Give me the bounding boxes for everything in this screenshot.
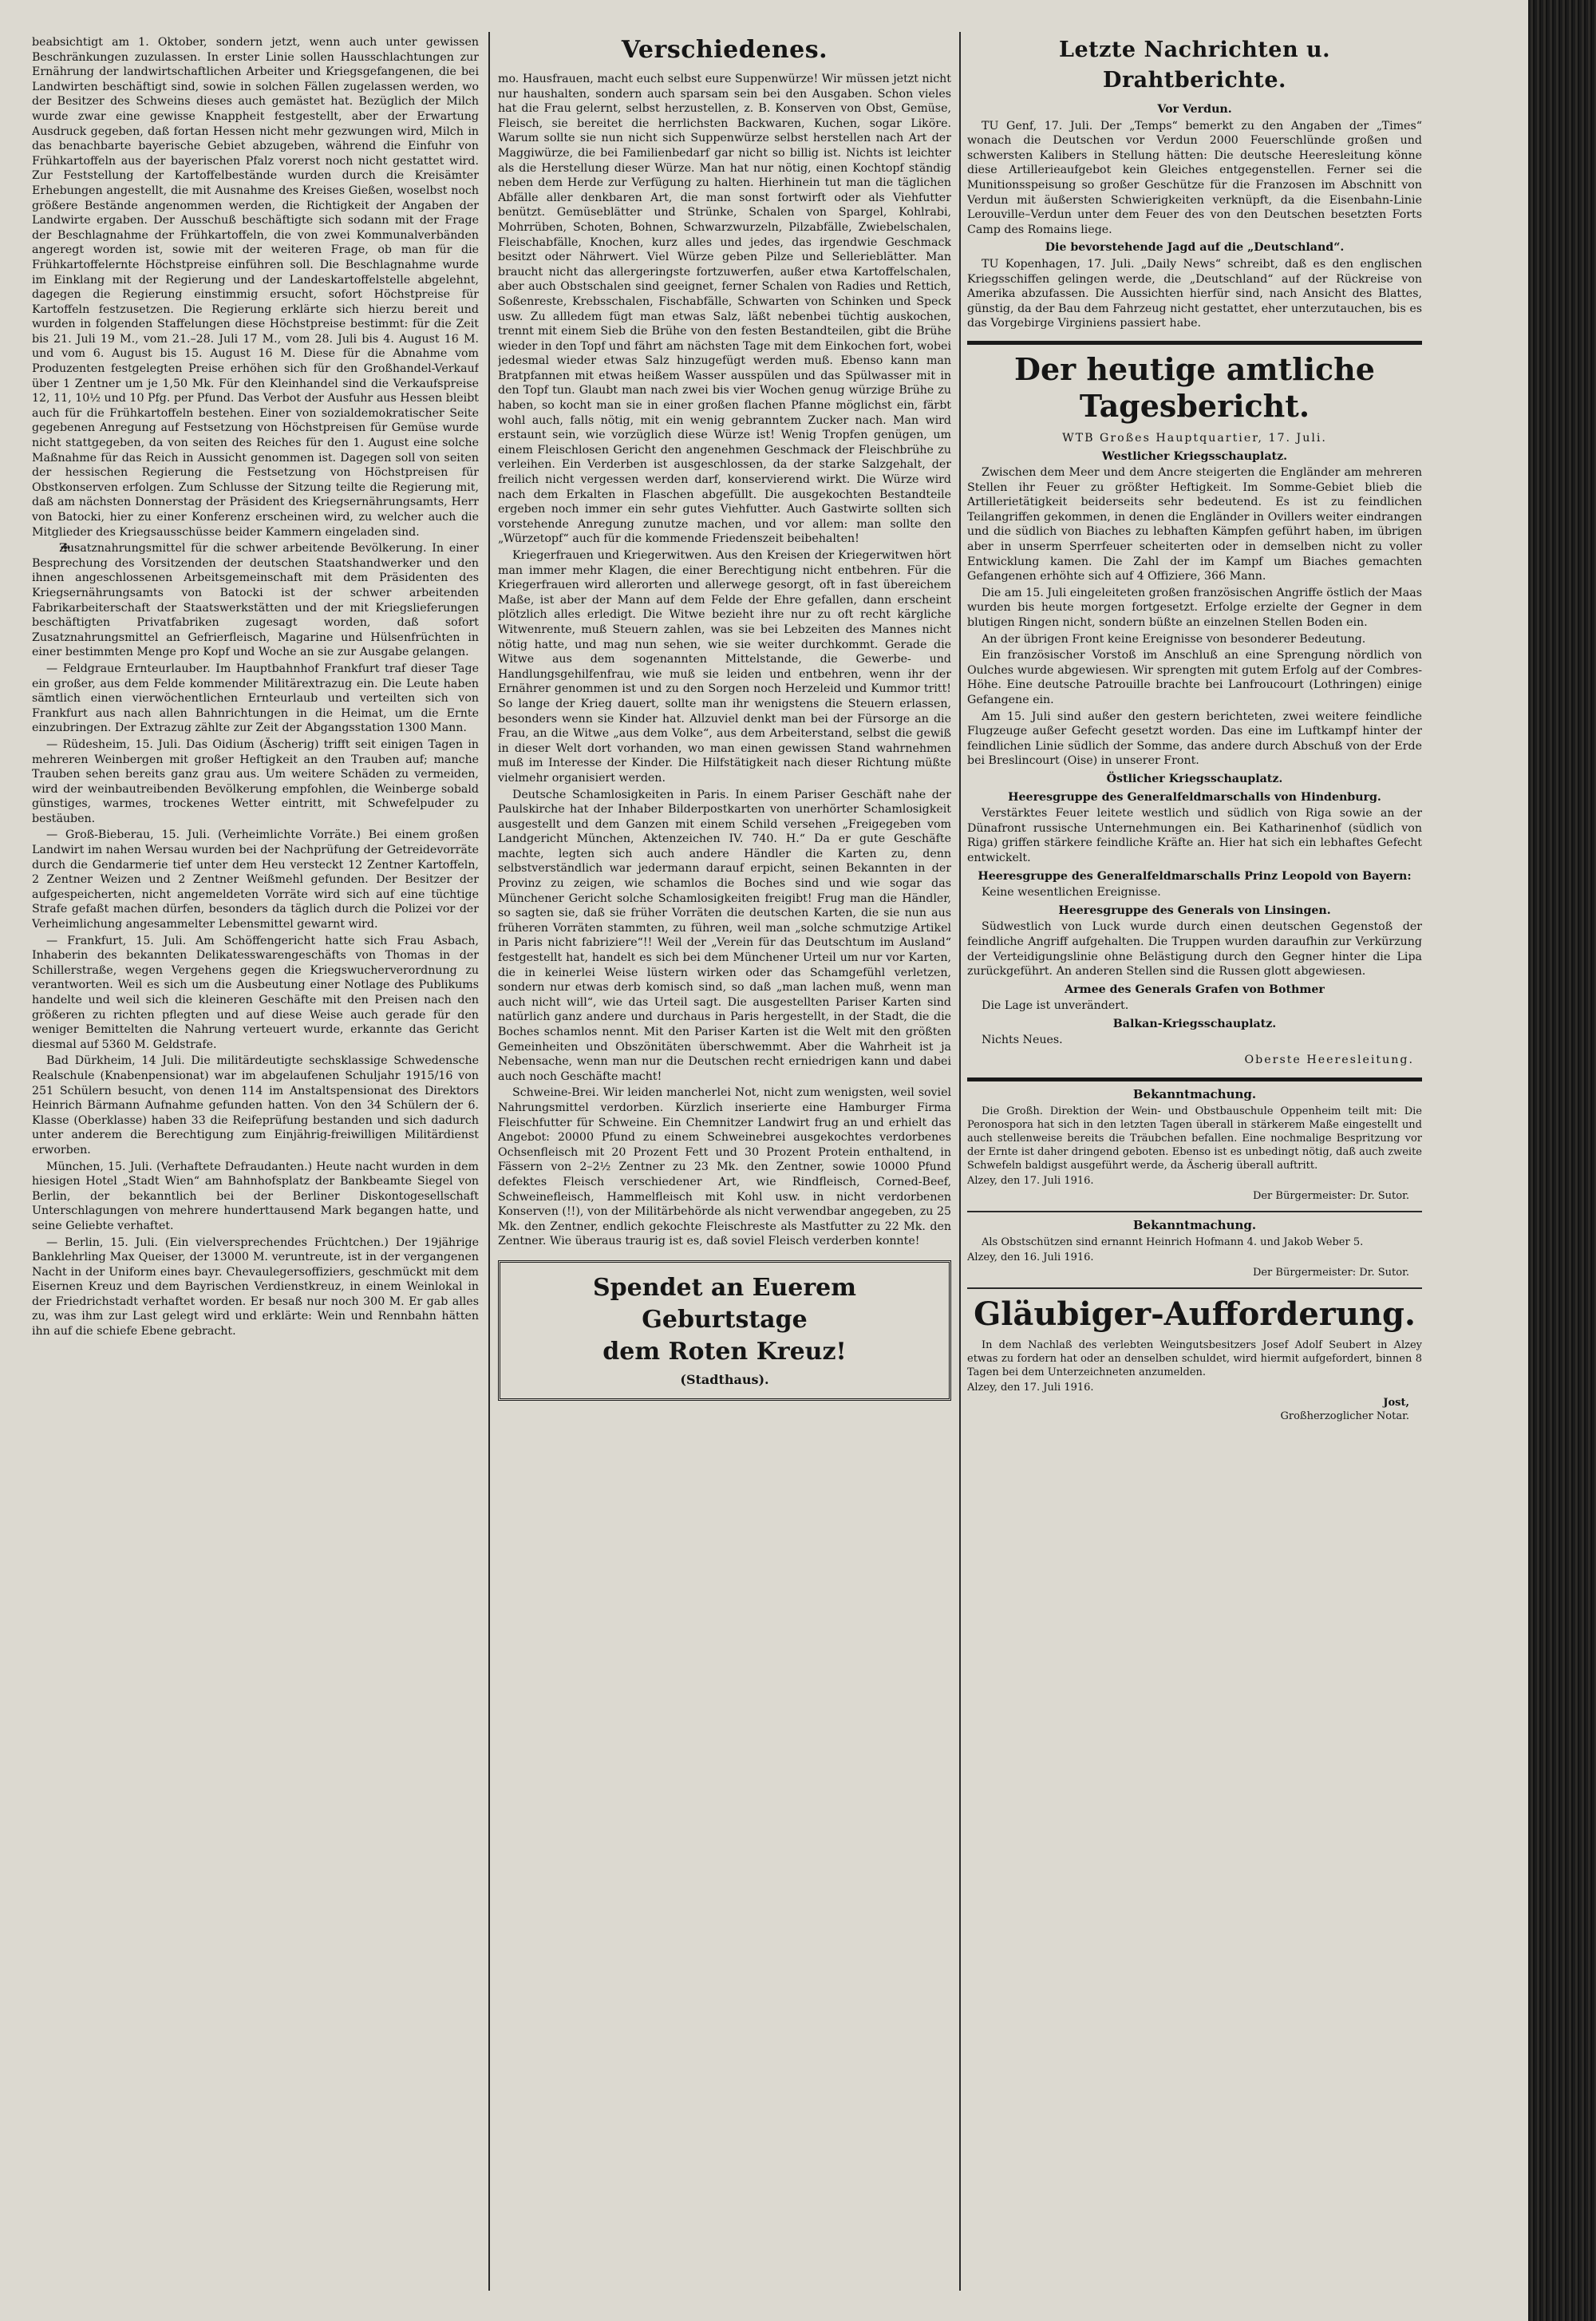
report-paragraph: Die am 15. Juli eingeleiteten großen französischen Angriffe östlich der Maas wurden bis heute morgen fortgesetzt. Erfolge erzielte der Gegner in dem blutigen Ringen nicht, sondern büßte an einzelnen Stellen Boden ein. <box>967 586 1422 630</box>
article-gross-bieberau: — Groß-Bieberau, 15. Juli. (Verheimlichte Vorräte.) Bei einem großen Landwirt im nahen Wersau wurden bei der Nachprüfung der Getreidevorräte durch die Gendarmerie tief unter dem Heu versteckt 12 Zentner Kartoffeln, 2 Zentner Weizen und 2 Zentner Weißmehl gefunden. Der Besitzer der aufgespeicherten, nicht angemeldeten Vorräte wird sich auf eine tüchtige Strafe gefaßt machen dürfen, besonders da täglich durch die Polizei vor der Verheimlichung angesammelter Lebensmittel gewarnt wird. <box>32 828 479 931</box>
announcement <box>967 1219 1422 1279</box>
column-middle <box>498 35 951 2310</box>
divider <box>967 1211 1422 1212</box>
announcement-text: Die Großh. Direktion der Wein- und Obstbauschule Oppenheim teilt mit: Die Peronospora hat sich in den letzten Tagen überall in stärkerem Maße eingestellt und auch stellenweise bereits die Träubchen befallen. Eine nochmalige Bespritzung vor der Ernte ist daher dringend geboten. Ebenso ist es unbedingt nötig, daß auch zweite Schwefeln baldigst ausgeführt werde, da Äscherig überall auftritt. <box>967 1105 1422 1172</box>
report-subsection: Armee des Generals Grafen von Bothmer <box>1065 983 1325 996</box>
report-title: Der heutige amtliche Tagesbericht. <box>1014 350 1375 424</box>
flower-ornament-icon <box>46 542 56 552</box>
report-paragraph: Südwestlich von Luck wurde durch einen deutschen Gegenstoß der feindliche Angriff aufgehalten. Die Truppen wurden daraufhin zur Verkürzung der Verteidigungslinie ohne Belästigung durch den Gegner hinter die Lipa zurückgeführt. An anderen Stellen sind die Russen glott abgewiesen. <box>967 920 1422 979</box>
article-text: beabsichtigt am 1. Oktober, sondern jetzt, wenn auch unter gewissen Beschränkungen zuzulassen. In erster Linie sollen Hausschlachtungen zur Ernährung der landwirtschaftlichen Arbeiter und Kriegsgefangenen, die bei Landwirten beschäftigt sind, sowie in solchen Fällen zugelassen werden, wo der Besitzer des Schweins dieses auch gemästet hat. Bezüglich der Milch wurde zwar eine gewisse Knappheit festgestellt, aber der Erwartung Ausdruck gegeben, daß fortan Hessen nicht mehr gezwungen wird, Milch in das benachbarte bayerische Gebiet abzugeben, während die Einfuhr von Frühkartoffeln aus der bayerischen Pfalz vorerst noch nicht gestattet wird. Zur Feststellung der Kartoffelbestände wurden durch die Kreisämter Erhebungen angestellt, die mit Ausnahme des Kreises Gießen, woselbst noch größere Bestände angenommen werden, die Richtigkeit der Angaben der Landwirte ergaben. Der Ausschuß beschäftigte sich sodann mit der Frage der Beschlagnahme der Frühkartoffeln, die von zwei Kommunalverbänden angeregt worden ist, sowie mit der weiteren Frage, ob man für die Frühkartoffelernte Höchstpreise einführen soll. Die Beschlagnahme wurde im Einklang mit der Regierung und der Landeskartoffelstelle abgelehnt, dagegen die Regierung einstimmig ersucht, sofort Höchstpreise für Kartoffeln festzusetzen. Die Regierung erklärte sich hierzu bereit und wurden in folgenden Staffelungen diese Höchstpreise bestimmt: für die Zeit bis 21. Juli 19 M., vom 21.–28. Juli 17 M., vom 28. Juli bis 4. August 16 M. und vom 6. August bis 15. August 16 M. Diese für die Abnahme vom Produzenten festgelegten Preise erhöhen sich für den Großhandel-Verkauf über 1 Zentner um je 1,50 Mk. Für den Kleinhandel sind die Verkaufspreise 12, 11, 10½ und 10 Pfg. per Pfund. Das Verbot der Ausfuhr aus Hessen bleibt auch für die Frühkartoffeln bestehen. Einer von sozialdemokratischer Seite gegebenen Anregung auf Festsetzung von Höchstpreisen für Gemüse wurde nicht stattgegeben, da von seiten des Reiches für den 1. August eine solche Maßnahme für das Reich in Aussicht genommen ist. Dagegen soll von seiten der hessischen Regierung die Festsetzung von Höchstpreisen für Obstkonserven erfolgen. Zum Schlusse der Sitzung teilte die Regierung mit, daß am nächsten Donnerstag der Präsident des Kriegsernährungsamts, Herr von Batocki, hier zu einer Konferenz erscheinen wird, zu welcher auch die Mitglieder des Kriegsausschüsse beider Kammern eingeladen sind. <box>32 36 479 539</box>
report-paragraph: Ein französischer Vorstoß im Anschluß an eine Sprengung nördlich von Oulches wurde abgewiesen. Wir sprengten mit gutem Erfolg auf der Combres-Höhe. Eine deutsche Patrouille brachte bei Lanfroucourt (Lothringen) einige Gefangene ein. <box>967 649 1422 706</box>
creditor-notice-text: In dem Nachlaß des verlebten Weingutsbesitzers Josef Adolf Seubert in Alzey etwas zu fordern hat oder an denselben schuldet, wird hiermit aufgefordert, binnen 8 Tagen bei dem Unterzeichneten anzumelden. <box>967 1338 1422 1378</box>
report-paragraph: Zwischen dem Meer und dem Ancre steigerten die Engländer am mehreren Stellen ihr Feuer zu größter Heftigkeit. Im Somme-Gebiet blieb die Artillerietätigkeit beiderseits sehr bedeutend. Es ist zu feindlichen Teilangriffen gekommen, in denen die Engländer in Ovillers weiter eindrangen und die südlich von Biaches zu lebhaften Kämpfen geführt haben, im übrigen aber in unserm Sperrfeuer scheiterten oder in demselben nicht zu voller Entwicklung kamen. Die Zahl der im Kampf um Biaches gemachten Gefangenen erhöhte sich auf 4 Offiziere, 366 Mann. <box>967 466 1422 583</box>
report-section: Balkan-Kriegsschauplatz. <box>1112 1017 1277 1030</box>
report-subsection: Heeresgruppe des Generals von Linsingen. <box>1058 903 1331 917</box>
article-verdun: TU Genf, 17. Juli. Der „Temps“ bemerkt zu den Angaben der „Times“ wonach die Deutschen vor Verdun 2000 Feuerschlünde großen und schwersten Kalibers in Stellung hätten: Die deutsche Heeresleitung könne diese Artillerieaufgebot kein Gleiches entgegenstellen. Ferner sei die Munitionsspeisung so großer Geschütze für die Franzosen im Abschnitt von Verdun mit äußersten Schwierigkeiten verknüpft, da die Eisenbahn-Linie Lerouville–Verdun unter dem Feuer des von den Deutschen besetzten Forts Camp des Romains liege. <box>967 119 1422 236</box>
announcement-signature: Der Bürgermeister: Dr. Sutor. <box>1252 1189 1409 1202</box>
article-ruedesheim: — Rüdesheim, 15. Juli. Das Oidium (Äscherig) trifft seit einigen Tagen in mehreren Weinbergen mit großer Heftigkeit an den Trauben auf; manche Trauben sehen bereits ganz grau aus. Um weitere Schäden zu vermeiden, wird der weinbautreibenden Bevölkerung empfohlen, die Weinberge sobald günstiges, warmes, trockenes Wetter eintritt, mit Schwefelpuder zu bestäuben. <box>32 737 479 825</box>
article-muenchen: München, 15. Juli. (Verhaftete Defraudanten.) Heute nacht wurden in dem hiesigen Hotel „Stadt Wien“ am Bahnhofsplatz der Bankbeamte Siegel von Berlin, der bekanntlich bei der Berliner Diskontogesellschaft Unterschlagungen von mehrere hunderttausend Mark begangen hatte, und seine Geliebte verhaftet. <box>32 1160 479 1232</box>
report-section: Östlicher Kriegsschauplatz. <box>1106 772 1283 785</box>
report-dateline: WTB Großes Hauptquartier, 17. Juli. <box>1062 431 1327 445</box>
creditor-notice-signature: Jost, <box>1383 1396 1409 1409</box>
creditor-notice-role: Großherzoglicher Notar. <box>1280 1410 1409 1422</box>
article-ernteurlauber: — Feldgraue Ernteurlauber. Im Hauptbahnhof Frankfurt traf dieser Tage ein großer, aus dem Felde kommender Militärextrazug ein. Die Leute haben sämtlich einen vierwöchentlichen Ernteurlaub und verteilten sich von Frankfurt aus nach allen Bahnrichtungen in die Heimat, um die Ernte einzubringen. Der Extrazug zählte zur Zeit der Abgangsstation 1300 Mann. <box>32 662 479 735</box>
report-paragraph: An der übrigen Front keine Ereignisse von besonderer Bedeutung. <box>982 632 1366 646</box>
report-paragraph: Keine wesentlichen Ereignisse. <box>982 886 1161 900</box>
report-section: Westlicher Kriegsschauplatz. <box>1101 449 1288 463</box>
report-subsection: Heeresgruppe des Generalfeldmarschalls von Hindenburg. <box>1008 790 1381 804</box>
article-berlin: — Berlin, 15. Juli. (Ein vielversprechendes Früchtchen.) Der 19jährige Banklehrling Max Queiser, der 13000 M. veruntreute, ist in der vergangenen Nacht in der Uniform eines bayr. Chevaulegersoffiziers, geschmückt mit dem Eisernen Kreuz und dem Bayrischen Verdienstkreuz, in einem Weinlokal in der Friedrichstadt verhaftet worden. Er besaß nur noch 300 M. Er gab alles zu, was ihm zur Last gelegt wird und erklärte: Wein und Rennbahn hätten ihn auf die schiefe Ebene gebracht. <box>32 1236 479 1338</box>
article-jagd: TU Kopenhagen, 17. Juli. „Daily News“ schreibt, daß es den englischen Kriegsschiffen gelingen werde, die „Deutschland“ auf der Rückreise von Amerika abzufassen. Die Aussichten hierfür sind, nach Ansicht des Blattes, günstig, da der Bau dem Fahrzeug nicht gestattet, eher unterzutauchen, bis es das Vorgebirge Virginiens passiert habe. <box>967 257 1422 330</box>
article-bad-duerkheim: Bad Dürkheim, 14 Juli. Die militärdeutigte sechsklassige Schwedensche Realschule (Knabenpensionat) war im abgelaufenen Schuljahr 1915/16 von 251 Schülern besucht, von denen 114 im Anstaltspensionat des Direktors Heinrich Bärmann Aufnahme gefunden hatten. Von den 34 Schülern der 6. Klasse (Oberklasse) haben 33 die Reifeprüfung bestanden und sich dadurch unter anderem die Berechtigung zum Einjährig-freiwilligen Militärdienst erworben. <box>32 1054 479 1157</box>
article-schamlosigkeiten: Deutsche Schamlosigkeiten in Paris. In einem Pariser Geschäft nahe der Paulskirche hat der Inhaber Bilderpostkarten von unerhörter Schamlosigkeit ausgestellt und dem Ganzen mit einem Schild versehen „Freigegeben vom Landgericht München, Aktenzeichen IV. 740. H.“ Da er gute Geschäfte machte, legten sich auch andere Händler die Karten zu, denn selbstverständlich war jedermann darauf erpicht, seinen Bekannten in der Provinz zu zeigen, wie schamlos die Boches sind und wie sogar das Münchener Gericht solche Schamlosigkeiten freigibt! Frug man die Händler, so sagten sie, daß sie früher Vorräten die deutschen Karten, die sie nun aus früheren Vorräten stammten, zu führen, weil man „solche schmutzige Artikel in Paris nicht fabriziere“!! Weil der „Verein für das Deutschtum im Ausland“ festgestellt hat, handelt es sich bei dem Münchener Urteil um nur vor Karten, die in keinerlei Weise lüstern wirken oder das Schamgefühl verletzen, sondern nur etwas derb komisch sind, so daß „man lachen muß, wenn man auch nicht will“, wie das Urteil sagt. Die ausgestellten Pariser Karten sind natürlich ganz andere und durchaus in Paris hergestellt, in der Stadt, die die Boches schamlos nennt. Mit den Pariser Karten ist die Welt mit den größten Gemeinheiten und Obszönitäten überschwemmt. Aber die Wahrheit ist ja Nebensache, wenn man nur die Deutschen recht erniedrigen kann und dabei auch noch Geschäfte macht! <box>498 788 951 1083</box>
ad-location: (Stadthaus). <box>680 1371 769 1387</box>
announcement-signature: Der Bürgermeister: Dr. Sutor. <box>1252 1266 1409 1279</box>
article-schweinebrei: Schweine-Brei. Wir leiden mancherlei Not, nicht zum wenigsten, weil soviel Nahrungsmittel verdorben. Kürzlich inserierte eine Hamburger Firma Fleischfutter für Schweine. Ein Chemnitzer Landwirt frug an und erhielt das Angebot: 20000 Pfund zu einem Schweinebrei ausgekochtes verdorbenes Ochsenfleisch mit 20 Prozent Fett und 30 Prozent Protein enthaltend, in Fässern von 2–2½ Zentner zu 23 Mk. den Zentner, sowie 10000 Pfund defektes Fleisch verschiedener Art, wie Rindfleisch, Corned-Beef, Schweinefleisch, Hammelfleisch mit Kohl usw. in nicht verdorbenen Konserven (!!), von der Militärbehörde als nicht verwendbar angegeben, zu 25 Mk. den Zentner, endlich gekochte Fleischreste als Mastfutter zu 22 Mk. den Zentner. Wie überaus traurig ist es, daß soviel Fleisch verderben konnte! <box>498 1086 951 1248</box>
article-kriegerfrauen: Kriegerfrauen und Kriegerwitwen. Aus den Kreisen der Kriegerwitwen hört man immer mehr Klagen, die einer Berechtigung nicht entbehren. Für die Kriegerfrauen wird allerorten und allerwege gesorgt, oft in fast übereichem Maße, ist aber der Mann auf dem Felde der Ehre gefallen, dann erscheint plötzlich alles erledigt. Die Witwe bezieht ihre nur zu oft recht kärgliche Witwenrente, muß Steuern zahlen, was sie bei Lebzeiten des Mannes nicht nötig hatte, und mag nun sehen, wie sie weiter durchkommt. Gerade die Witwe aus dem sogenannten Mittelstande, die Gewerbe- und Handlungsgehilfenfrau, wie muß sie leiden und entbehren, wenn ihr der Ernährer genommen ist und zu den Sorgen noch Herzeleid und Kummor tritt! So lange der Krieg dauert, sollte man ihr wenigstens die Steuern erlassen, besonders wenn sie Kinder hat. Allzuviel denkt man bei der Fürsorge an die Frau, an die Witwe „aus dem Volke“, aus dem Arbeiterstand, selbst die gewiß in dieser Welt dort vorhanden, wo man einen gewissen Stand wahrnehmen muß im Interesse der Kinder. Die Hilfstätigkeit nach dieser Richtung müßte vielmehr organisiert werden. <box>498 549 951 785</box>
report-paragraph: Verstärktes Feuer leitete westlich und südlich von Riga sowie an der Dünafront russische Unternehmungen ein. Bei Katharinenhof (südlich von Riga) griffen stärkere feindliche Kräfte an. Hier hat sich ein lebhaftes Gefecht entwickelt. <box>967 807 1422 864</box>
column-right <box>967 35 1422 2310</box>
article-title: Vor Verdun. <box>1157 103 1232 116</box>
creditor-notice-date: Alzey, den 17. Juli 1916. <box>967 1381 1094 1394</box>
ad-line: Spendet an Euerem Geburtstage <box>593 1273 856 1334</box>
announcement-date: Alzey, den 16. Juli 1916. <box>967 1251 1094 1263</box>
announcement <box>967 1088 1422 1203</box>
report-paragraph: Die Lage ist unverändert. <box>982 999 1129 1013</box>
article-frankfurt: — Frankfurt, 15. Juli. Am Schöffengericht hatte sich Frau Asbach, Inhaberin des bekannten Delikatesswarengeschäfts von Thomas in der Schillerstraße, wegen Vergehens gegen die Kriegswucherverordnung zu verantworten. Weil es sich um die Ausbeutung einer Notlage des Publikums handelte und weil sich die kleineren Geschäfte mit den Preisen nach den größeren zu richten pflegten und auf diese Weise auch gerade für den weniger Bemittelten die Nahrung verteuert wurde, erkannte das Gericht diesmal auf 5360 M. Geldstrafe. <box>32 934 479 1051</box>
article-suppenwuerze: mo. Hausfrauen, macht euch selbst eure Suppenwürze! Wir müssen jetzt nicht nur haushalten, sondern auch sparsam sein bei den Ausgaben. Schon vieles hat die Frau gelernt, selbst herzustellen, z. B. Konserven von Obst, Gemüse, Fleisch, sie bereitet die herrlichsten Backwaren, Kuchen, sogar Liköre. Warum sollte sie nun nicht sich Suppenwürze selbst herstellen nach Art der Maggiwürze, die bei Familienbedarf gar nicht so billig ist. Nichts ist leichter als die Herstellung dieser Würze. Man hat nur nötig, einen Kochtopf ständig neben dem Herde zur Verfügung zu halten. Hierhinein tut man die täglichen Abfälle aller denkbaren Art, die man sonst fortwirft oder als Viehfutter benützt. Gemüseblätter und Strünke, Schalen von Spargel, Kohlrabi, Mohrrüben, Schoten, Bohnen, Schwarzwurzeln, Pilzabfälle, Zwiebelschalen, Fleischabfälle, Knochen, kurz alles und jedes, das irgendwie Geschmack besitzt oder Nährwert. Viel Würze geben Pilze und Sellerieblätter. Man braucht nicht das allergeringste fortzuwerfen, außer etwa Kartoffelschalen, aber auch Obstschalen sind geeignet, ferner Schalen von Radies und Rettich, Soßenreste, Krebsschalen, Fischabfälle, Schwarten von Schinken und Speck usw. Zu allledem fügt man etwas Salz, läßt nebenbei tüchtig auskochen, trennt mit einem Sieb die Brühe von den festen Bestandteilen, gibt die Brühe wieder in den Topf und fährt am nächsten Tage mit dem Einkochen fort, wobei jedesmal wieder etwas Salz hinzugefügt werden muß. Ebenso kann man Bratpfannen mit etwas heißem Wasser ausspülen und das Spülwasser mit in den Topf tun. Glaubt man nach zwei bis vier Wochen genug würzige Brühe zu haben, so kocht man sie in einer großen flachen Pfanne möglichst ein, färbt wohl auch, falls nötig, mit ein wenig gebranntem Zucker nach. Man wird erstaunt sein, wie vorzüglich diese Würze ist! Wenig Tropfen genügen, um einem Fleischlosen Gericht den angenehmen Geschmack der Fleischbrühe zu verleihen. Ein Verderben ist ausgeschlossen, da der starke Salzgehalt, der freilich nicht vergessen werden darf, konservierend wirkt. Die Würze wird nach dem Erkalten in Flaschen abgefüllt. Die ausgekochten Bestandteile ergeben noch immer ein sehr gutes Viehfutter. Auch Gastwirte sollten sich vorstehende Anregung zunutze machen, und vor allem: man sollte den „Würzetopf“ auch für die kommende Friedenszeit beibehalten! <box>498 73 951 546</box>
divider <box>967 341 1422 345</box>
announcement-title: Bekanntmachung. <box>1132 1217 1257 1232</box>
creditor-notice <box>967 1295 1422 1423</box>
section-heading: Letzte Nachrichten u. Drahtberichte. <box>1058 38 1331 93</box>
ad-line: dem Roten Kreuz! <box>602 1337 847 1366</box>
report-paragraph: Nichts Neues. <box>982 1034 1063 1047</box>
announcement-text: Als Obstschützen sind ernannt Heinrich Hofmann 4. und Jakob Weber 5. <box>982 1236 1364 1248</box>
column-left <box>32 35 479 2310</box>
report-subsection: Heeresgruppe des Generalfeldmarschalls Prinz Leopold von Bayern: <box>978 869 1412 883</box>
red-cross-ad <box>498 1260 951 1401</box>
announcement-title: Bekanntmachung. <box>1132 1086 1257 1101</box>
divider <box>967 1287 1422 1289</box>
article-title: Die bevorstehende Jagd auf die „Deutschland“. <box>1045 241 1345 255</box>
creditor-notice-title: Gläubiger-Aufforderung. <box>974 1295 1416 1333</box>
report-signature: Oberste Heeresleitung. <box>1244 1054 1414 1067</box>
column-rule <box>959 32 961 2291</box>
announcement-date: Alzey, den 17. Juli 1916. <box>967 1174 1094 1187</box>
report-paragraph: Am 15. Juli sind außer den gestern berichteten, zwei weitere feindliche Flugzeuge außer Gefecht gesetzt worden. Das eine im Luftkampf hinter der feindlichen Linie südlich der Somme, das andere durch Abschuß von der Erde bei Breslincourt (Oise) in unserer Front. <box>967 710 1422 768</box>
section-heading: Verschiedenes. <box>621 36 828 64</box>
article-zusatznahrung: Zusatznahrungsmittel für die schwer arbeitende Bevölkerung. In einer Besprechung des Vorsitzenden der deutschen Staatshandwerker und den ihnen angeschlossenen Arbeitsgemeinschaft mit dem Präsidenten des Kriegsernährungsamts von Batocki ist der schwer arbeitenden Fabrikarbeiterschaft der Staatswerkstätten und der mit Kriegslieferungen beschäftigten Privatfabriken zugesagt worden, daß sofort Zusatznahrungsmittel an Gefrierfleisch, Magarine und Hülsenfrüchten in einer bestimmten Menge pro Kopf und Woche an sie zur Ausgabe gelangen. <box>32 542 479 659</box>
column-rule <box>488 32 490 2291</box>
divider <box>967 1077 1422 1081</box>
book-binding <box>1528 0 1596 2321</box>
